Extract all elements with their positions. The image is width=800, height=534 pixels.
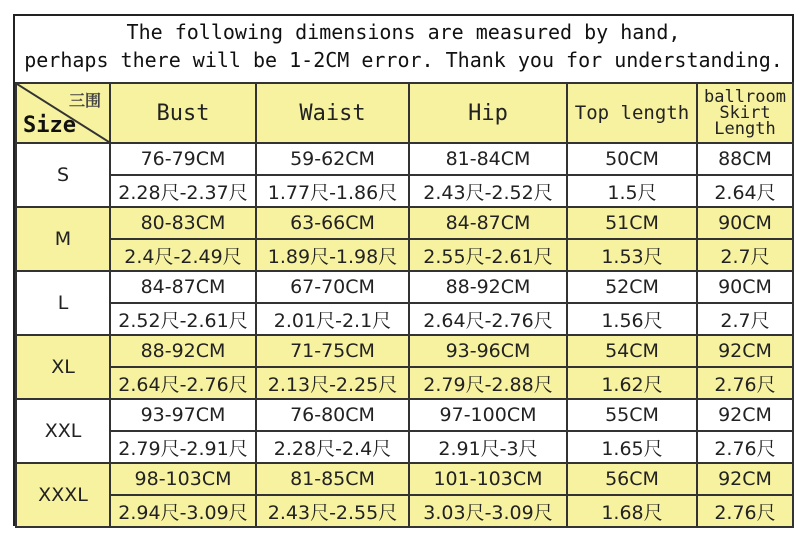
skirt-length-chi: 2.76尺 bbox=[697, 495, 793, 527]
skirt-length-chi: 2.7尺 bbox=[697, 239, 793, 271]
skirt-length-chi: 2.76尺 bbox=[697, 431, 793, 463]
waist-cm: 63-66CM bbox=[256, 207, 409, 239]
size-label: XL bbox=[16, 335, 110, 399]
table-row bbox=[16, 335, 793, 367]
top-length-cm: 54CM bbox=[567, 335, 697, 367]
skirt-length-cm: 88CM bbox=[697, 143, 793, 175]
bust-cm: 93-97CM bbox=[110, 399, 256, 431]
bust-chi: 2.94尺-3.09尺 bbox=[110, 495, 256, 527]
size-label: M bbox=[16, 207, 110, 271]
bust-chi: 2.28尺-2.37尺 bbox=[110, 175, 256, 207]
bust-cm: 84-87CM bbox=[110, 271, 256, 303]
skirt-length-cm: 92CM bbox=[697, 463, 793, 495]
skirt-label-line-2: Skirt bbox=[719, 103, 771, 123]
size-label: S bbox=[16, 143, 110, 207]
top-length-chi: 1.68尺 bbox=[567, 495, 697, 527]
header-hip: Hip bbox=[409, 83, 567, 143]
waist-chi: 1.89尺-1.98尺 bbox=[256, 239, 409, 271]
hip-cm: 88-92CM bbox=[409, 271, 567, 303]
header-bust: Bust bbox=[110, 83, 256, 143]
bust-cm: 88-92CM bbox=[110, 335, 256, 367]
top-length-cm: 55CM bbox=[567, 399, 697, 431]
bust-chi: 2.4尺-2.49尺 bbox=[110, 239, 256, 271]
table-row bbox=[16, 367, 793, 399]
waist-cm: 76-80CM bbox=[256, 399, 409, 431]
skirt-length-chi: 2.7尺 bbox=[697, 303, 793, 335]
hip-chi: 2.79尺-2.88尺 bbox=[409, 367, 567, 399]
top-length-chi: 1.53尺 bbox=[567, 239, 697, 271]
table-row bbox=[16, 143, 793, 175]
size-label: L bbox=[16, 271, 110, 335]
corner-header-cell bbox=[16, 83, 110, 143]
hip-cm: 93-96CM bbox=[409, 335, 567, 367]
skirt-length-cm: 92CM bbox=[697, 335, 793, 367]
notice-line-1: The following dimensions are measured by hand, bbox=[126, 20, 681, 44]
top-length-cm: 50CM bbox=[567, 143, 697, 175]
table-row bbox=[16, 175, 793, 207]
header-row bbox=[16, 83, 793, 143]
hip-chi: 3.03尺-3.09尺 bbox=[409, 495, 567, 527]
size-chart-frame bbox=[13, 14, 794, 526]
notice-line-2: perhaps there will be 1-2CM error. Thank you for understanding. bbox=[24, 48, 783, 72]
table-row bbox=[16, 239, 793, 271]
header-waist: Waist bbox=[256, 83, 409, 143]
hip-chi: 2.91尺-3尺 bbox=[409, 431, 567, 463]
top-length-cm: 51CM bbox=[567, 207, 697, 239]
top-length-chi: 1.62尺 bbox=[567, 367, 697, 399]
skirt-length-cm: 90CM bbox=[697, 207, 793, 239]
hip-chi: 2.55尺-2.61尺 bbox=[409, 239, 567, 271]
hip-chi: 2.64尺-2.76尺 bbox=[409, 303, 567, 335]
header-skirt-length bbox=[697, 83, 793, 143]
table-row bbox=[16, 207, 793, 239]
bust-cm: 76-79CM bbox=[110, 143, 256, 175]
waist-cm: 81-85CM bbox=[256, 463, 409, 495]
hip-cm: 84-87CM bbox=[409, 207, 567, 239]
table-row bbox=[16, 495, 793, 527]
waist-cm: 59-62CM bbox=[256, 143, 409, 175]
bust-chi: 2.64尺-2.76尺 bbox=[110, 367, 256, 399]
skirt-length-cm: 92CM bbox=[697, 399, 793, 431]
size-label: XXXL bbox=[16, 463, 110, 527]
waist-chi: 2.28尺-2.4尺 bbox=[256, 431, 409, 463]
waist-chi: 2.13尺-2.25尺 bbox=[256, 367, 409, 399]
top-length-chi: 1.56尺 bbox=[567, 303, 697, 335]
bust-chi: 2.79尺-2.91尺 bbox=[110, 431, 256, 463]
hip-chi: 2.43尺-2.52尺 bbox=[409, 175, 567, 207]
skirt-length-cm: 90CM bbox=[697, 271, 793, 303]
skirt-length-chi: 2.76尺 bbox=[697, 367, 793, 399]
corner-cn-label: 三围 bbox=[68, 91, 101, 110]
waist-cm: 67-70CM bbox=[256, 271, 409, 303]
waist-cm: 71-75CM bbox=[256, 335, 409, 367]
table-row bbox=[16, 399, 793, 431]
table-row bbox=[16, 271, 793, 303]
header-top-length: Top length bbox=[567, 83, 697, 143]
top-length-chi: 1.65尺 bbox=[567, 431, 697, 463]
waist-chi: 1.77尺-1.86尺 bbox=[256, 175, 409, 207]
table-row bbox=[16, 431, 793, 463]
skirt-label-line-3: Length bbox=[714, 119, 776, 139]
corner-size-label: Size bbox=[23, 113, 76, 138]
top-length-chi: 1.5尺 bbox=[567, 175, 697, 207]
bust-cm: 98-103CM bbox=[110, 463, 256, 495]
table-row bbox=[16, 463, 793, 495]
table-row bbox=[16, 303, 793, 335]
skirt-length-chi: 2.64尺 bbox=[697, 175, 793, 207]
hip-cm: 81-84CM bbox=[409, 143, 567, 175]
hip-cm: 101-103CM bbox=[409, 463, 567, 495]
top-length-cm: 56CM bbox=[567, 463, 697, 495]
hip-cm: 97-100CM bbox=[409, 399, 567, 431]
size-label: XXL bbox=[16, 399, 110, 463]
bust-cm: 80-83CM bbox=[110, 207, 256, 239]
bust-chi: 2.52尺-2.61尺 bbox=[110, 303, 256, 335]
waist-chi: 2.01尺-2.1尺 bbox=[256, 303, 409, 335]
measurement-notice bbox=[15, 18, 792, 74]
size-table bbox=[15, 82, 794, 528]
skirt-label-line-1: ballroom bbox=[704, 87, 786, 107]
top-length-cm: 52CM bbox=[567, 271, 697, 303]
waist-chi: 2.43尺-2.55尺 bbox=[256, 495, 409, 527]
